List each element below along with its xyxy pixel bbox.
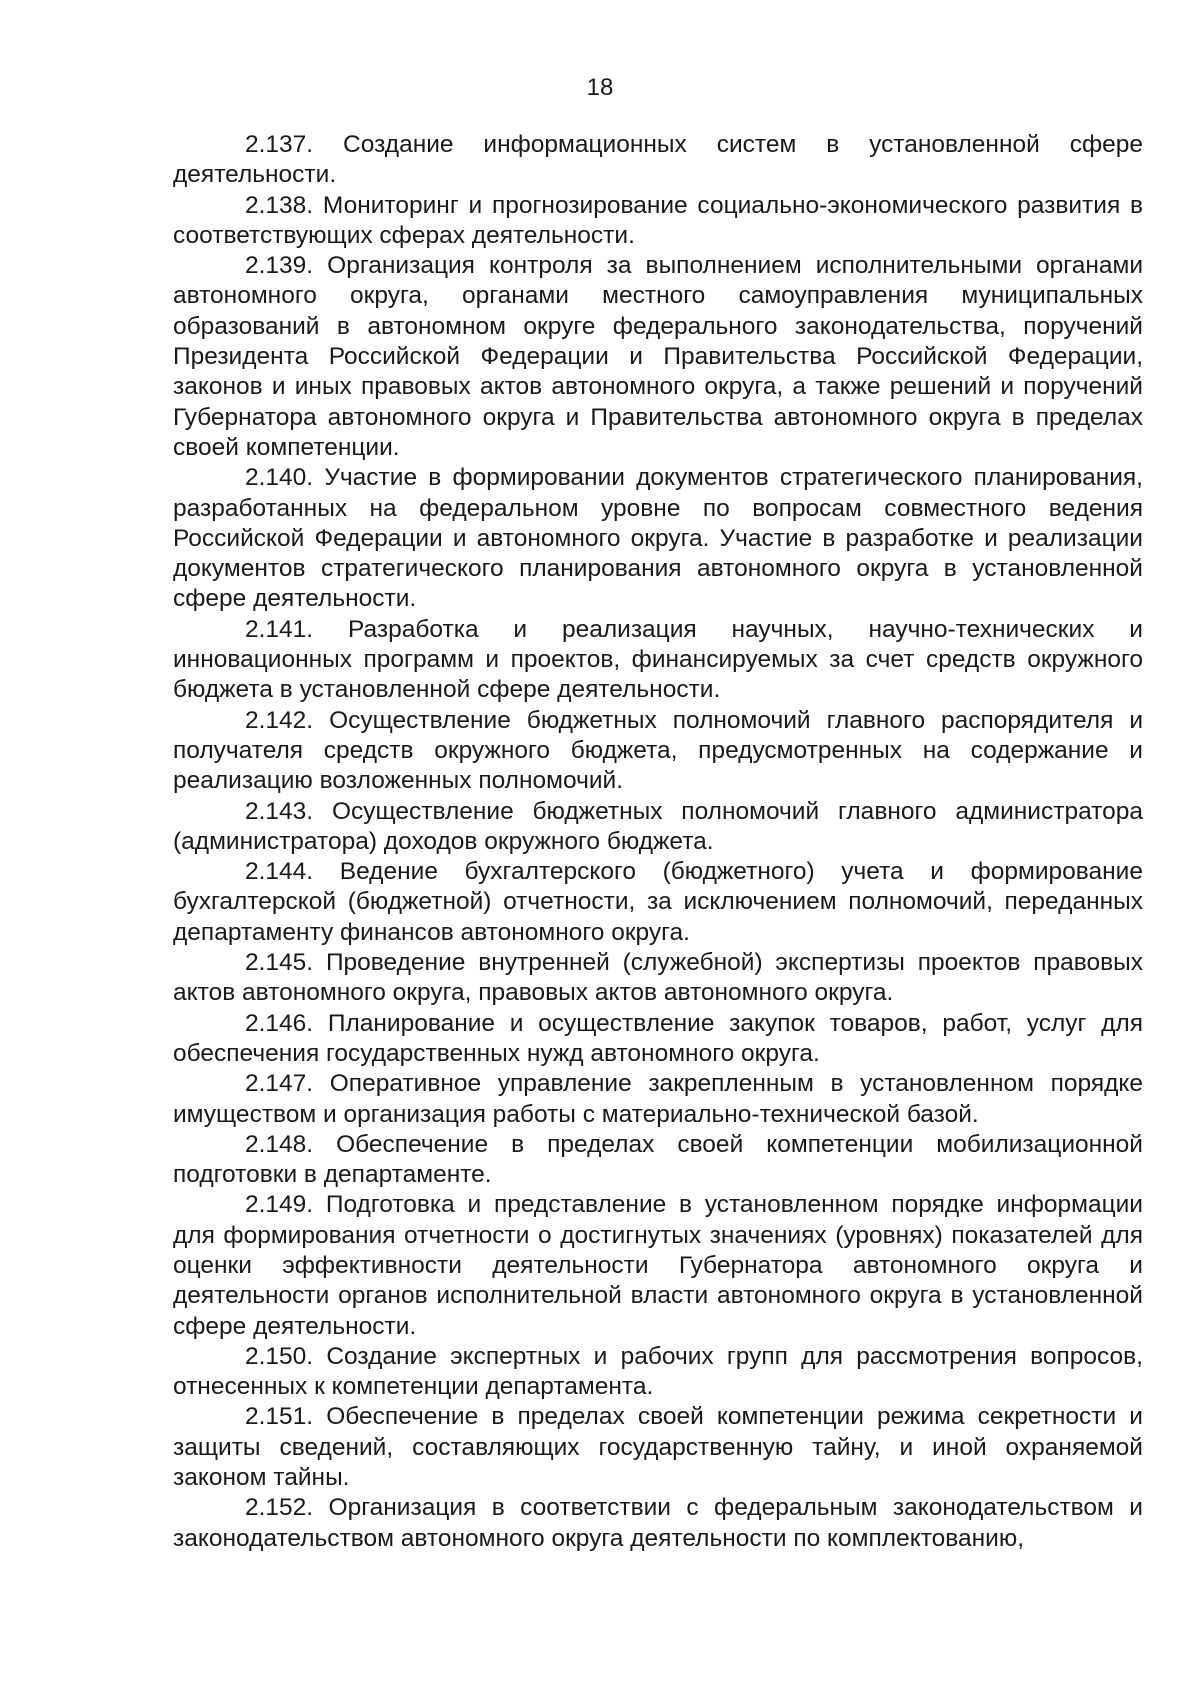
paragraph-2-149 bbox=[173, 1190, 1143, 1341]
paragraph-2-142 bbox=[173, 706, 1143, 797]
paragraph-2-140 bbox=[173, 463, 1143, 614]
paragraph-2-145 bbox=[173, 948, 1143, 1009]
paragraph-number: 2.137. bbox=[245, 131, 314, 158]
paragraph-text: Планирование и осуществление закупок товаров, работ, услуг для обеспечения государственных нужд автономного округа. bbox=[173, 1009, 1143, 1067]
paragraph-2-146 bbox=[173, 1009, 1143, 1070]
page-number: 18 bbox=[586, 74, 614, 101]
paragraph-text: Осуществление бюджетных полномочий главного распорядителя и получателя средств окружного бюджета, предусмотренных на содержание и реализацию возложенных полномочий. bbox=[173, 706, 1143, 795]
paragraph-number: 2.148. bbox=[245, 1130, 314, 1158]
paragraph-2-152 bbox=[173, 1493, 1143, 1554]
document-body bbox=[173, 130, 1143, 1554]
paragraph-2-144 bbox=[173, 857, 1143, 948]
paragraph-text: Подготовка и представление в установленном порядке информации для формирования отчетности о достигнутых значениях (уровнях) показателей для оценки эффективности деятельности Губернатора автономного округа и деятельности органов исполнительной власти автономного округа в установленной сфере деятельности. bbox=[173, 1191, 1143, 1340]
paragraph-text: Обеспечение в пределах своей компетенции мобилизационной подготовки в департаменте. bbox=[173, 1130, 1143, 1189]
paragraph-number: 2.139. bbox=[245, 252, 314, 280]
paragraph-text: Мониторинг и прогнозирование социально-экономического развития в соответствующих сферах деятельности. bbox=[173, 191, 1143, 249]
paragraph-2-141 bbox=[173, 615, 1143, 706]
paragraph-number: 2.143. bbox=[245, 797, 314, 825]
paragraph-number: 2.149. bbox=[245, 1191, 314, 1219]
paragraph-text: Осуществление бюджетных полномочий главного администратора (администратора) доходов окружного бюджета. bbox=[173, 797, 1143, 855]
paragraph-text: Организация контроля за выполнением исполнительными органами автономного округа, органами местного самоуправления муниципальных образований в автономном округе федерального законодательства, поручений Президента Российской Федерации и Правительства Российской Федерации, законов и иных правовых актов автономного округа, а также решений и поручений Губернатора автономного округа и Правительства автономного округа в пределах своей компетенции. bbox=[173, 252, 1144, 461]
paragraph-text: Проведение внутренней (служебной) экспертизы проектов правовых актов автономного округа, правовых актов автономного округа. bbox=[173, 949, 1143, 1007]
paragraph-text: Создание информационных систем в установленной сфере деятельности. bbox=[173, 131, 1143, 189]
paragraph-2-147 bbox=[173, 1069, 1143, 1130]
paragraph-number: 2.146. bbox=[245, 1009, 314, 1037]
paragraph-number: 2.140. bbox=[245, 464, 314, 492]
paragraph-number: 2.144. bbox=[245, 858, 314, 886]
paragraph-2-150 bbox=[173, 1342, 1143, 1403]
paragraph-text: Ведение бухгалтерского (бюджетного) учета и формирование бухгалтерской (бюджетной) отчетности, за исключением полномочий, переданных департаменту финансов автономного округа. bbox=[173, 858, 1143, 946]
paragraph-text: Обеспечение в пределах своей компетенции режима секретности и защиты сведений, составляющих государственную тайну, и иной охраняемой законом тайны. bbox=[173, 1403, 1143, 1492]
paragraph-text: Оперативное управление закрепленным в установленном порядке имуществом и организация работы с материально-технической базой. bbox=[173, 1070, 1143, 1128]
paragraph-number: 2.138. bbox=[245, 191, 314, 219]
paragraph-number: 2.145. bbox=[245, 949, 314, 977]
paragraph-number: 2.151. bbox=[245, 1403, 314, 1431]
paragraph-number: 2.152. bbox=[245, 1494, 314, 1522]
paragraph-text: Участие в формировании документов стратегического планирования, разработанных на федеральном уровне по вопросам совместного ведения Российской Федерации и автономного округа. Участие в разработке и реализации документов стратегического планирования автономного округа в установленной сфере деятельности. bbox=[173, 464, 1143, 613]
paragraph-2-143 bbox=[173, 797, 1143, 858]
paragraph-number: 2.147. bbox=[245, 1070, 314, 1098]
paragraph-2-139 bbox=[173, 251, 1143, 463]
paragraph-2-137 bbox=[173, 130, 1143, 191]
paragraph-2-151 bbox=[173, 1402, 1143, 1493]
paragraph-2-138 bbox=[173, 191, 1143, 252]
paragraph-number: 2.141. bbox=[245, 615, 314, 643]
paragraph-text: Создание экспертных и рабочих групп для рассмотрения вопросов, отнесенных к компетенции департамента. bbox=[173, 1342, 1143, 1401]
paragraph-text: Разработка и реализация научных, научно-технических и инновационных программ и проектов, финансируемых за счет средств окружного бюджета в установленной сфере деятельности. bbox=[173, 615, 1143, 704]
paragraph-number: 2.150. bbox=[245, 1342, 314, 1370]
paragraph-text: Организация в соответствии с федеральным законодательством и законодательством автономного округа деятельности по комплектованию, bbox=[173, 1494, 1143, 1552]
paragraph-number: 2.142. bbox=[245, 706, 314, 734]
paragraph-2-148 bbox=[173, 1130, 1143, 1191]
